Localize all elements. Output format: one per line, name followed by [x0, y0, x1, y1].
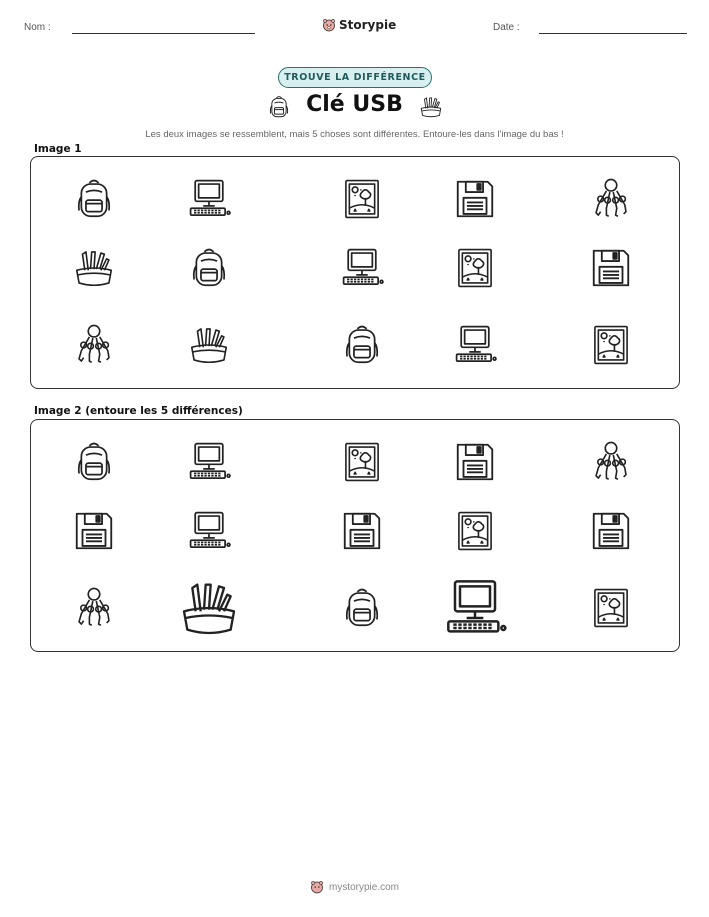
- footer-url[interactable]: mystorypie.com: [328, 881, 399, 893]
- backpack-icon[interactable]: [79, 444, 109, 480]
- name-line[interactable]: [72, 33, 255, 34]
- pencil-case-icon: [418, 94, 444, 120]
- storypie-mascot-icon: [322, 18, 336, 32]
- computer-icon: [457, 327, 496, 362]
- backpack-icon[interactable]: [347, 590, 377, 626]
- picture-icon: [346, 181, 378, 218]
- worksheet-header: [0, 18, 709, 38]
- keys-icon[interactable]: [79, 588, 109, 625]
- image1-label: Image 1: [34, 143, 82, 155]
- brand-name: Storypie: [339, 18, 397, 32]
- backpack-icon: [194, 250, 224, 286]
- image1-grid: [31, 157, 681, 390]
- computer-icon[interactable]: [191, 444, 230, 479]
- floppy-icon[interactable]: [77, 514, 112, 549]
- pencil-case-icon[interactable]: [184, 585, 234, 633]
- picture-icon[interactable]: [459, 513, 491, 550]
- keys-icon[interactable]: [596, 442, 626, 479]
- computer-icon: [344, 250, 383, 285]
- computer-icon[interactable]: [191, 513, 230, 548]
- pencil-case-icon: [77, 252, 112, 285]
- image2-label: Image 2 (entoure les 5 différences): [34, 405, 243, 417]
- floppy-icon: [458, 182, 493, 217]
- brand-logo: [322, 18, 396, 32]
- image1-panel: [30, 156, 680, 389]
- keys-icon: [596, 179, 626, 216]
- picture-icon[interactable]: [595, 590, 627, 627]
- floppy-icon: [594, 251, 629, 286]
- picture-icon: [595, 327, 627, 364]
- storypie-mascot-icon: [310, 880, 324, 894]
- page-title: Clé USB: [306, 92, 403, 117]
- backpack-icon: [79, 181, 109, 217]
- pencil-case-icon: [192, 329, 227, 362]
- activity-badge: TROUVE LA DIFFÉRENCE: [278, 67, 432, 88]
- name-label: Nom :: [24, 22, 51, 33]
- image2-panel[interactable]: [30, 419, 680, 652]
- picture-icon: [459, 250, 491, 287]
- image2-grid[interactable]: [31, 420, 681, 653]
- floppy-icon[interactable]: [458, 445, 493, 480]
- keys-icon: [79, 325, 109, 362]
- computer-icon: [191, 181, 230, 216]
- date-label: Date :: [493, 22, 520, 33]
- computer-icon[interactable]: [448, 581, 505, 631]
- floppy-icon[interactable]: [594, 514, 629, 549]
- date-line[interactable]: [539, 33, 687, 34]
- picture-icon[interactable]: [346, 444, 378, 481]
- footer: [0, 880, 709, 894]
- floppy-icon[interactable]: [345, 514, 380, 549]
- instructions-text: Les deux images se ressemblent, mais 5 choses sont différentes. Entoure-les dans l'image du bas !: [145, 129, 564, 140]
- backpack-icon: [347, 327, 377, 363]
